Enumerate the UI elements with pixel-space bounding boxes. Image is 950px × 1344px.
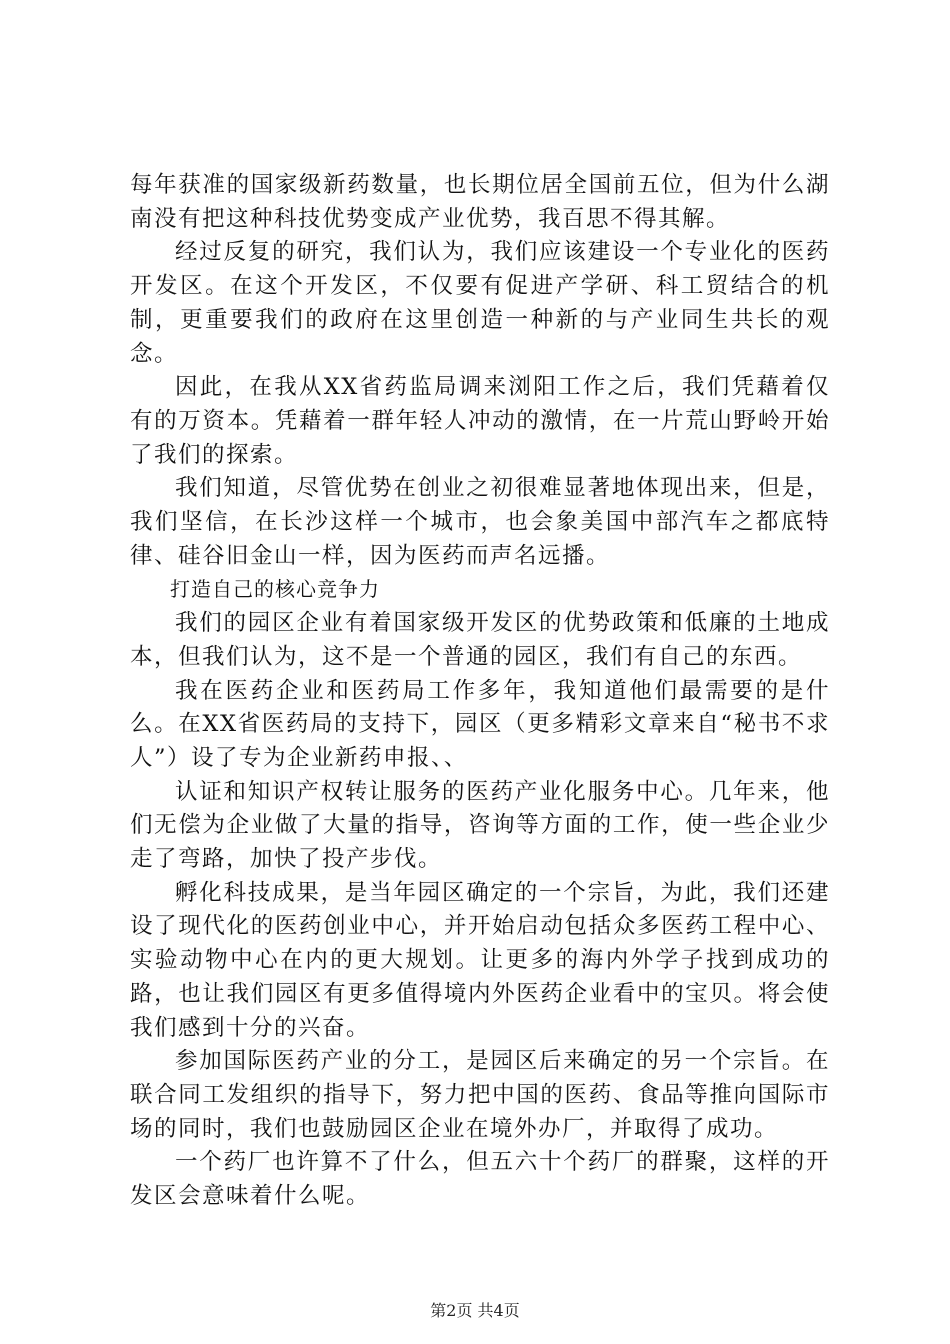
paragraph-3: 因此，在我从XX省药监局调来浏阳工作之后，我们凭藉着仅有的万资本。凭藉着一群年轻人冲动的激情，在一片荒山野岭开始了我们的探索。 — [130, 374, 830, 468]
document-body — [130, 169, 830, 1214]
paragraph-9: 参加国际医药产业的分工，是园区后来确定的另一个宗旨。在联合同工发组织的指导下，努力把中国的医药、食品等推向国际市场的同时，我们也鼓励园区企业在境外办厂，并取得了成功。 — [130, 1048, 830, 1142]
paragraph-6: 我在医药企业和医药局工作多年，我知道他们最需要的是什么。在XX省医药局的支持下，园区（更多精彩文章来自“秘书不求人”）设了专为企业新药申报、、 — [130, 677, 830, 771]
paragraph-7: 认证和知识产权转让服务的医药产业化服务中心。几年来，他们无偿为企业做了大量的指导，咨询等方面的工作，使一些企业少走了弯路，加快了投产步伐。 — [130, 778, 830, 873]
paragraph-4: 我们知道，尽管优势在创业之初很难显著地体现出来，但是，我们坚信，在长沙这样一个城市，也会象美国中部汽车之都底特律、硅谷旧金山一样，因为医药而声名远播。 — [130, 475, 830, 569]
paragraph-1: 每年获准的国家级新药数量，也长期位居全国前五位，但为什么湖南没有把这种科技优势变成产业优势，我百思不得其解。 — [130, 172, 830, 232]
page-number-footer: 第2页 共4页 — [430, 1301, 520, 1320]
paragraph-5: 我们的园区企业有着国家级开发区的优势政策和低廉的土地成本，但我们认为，这不是一个普通的园区，我们有自己的东西。 — [130, 610, 830, 670]
paragraph-10: 一个药厂也许算不了什么，但五六十个药厂的群聚，这样的开发区会意味着什么呢。 — [130, 1149, 830, 1210]
section-heading: 打造自己的核心竞争力 — [170, 577, 380, 602]
paragraph-8: 孵化科技成果，是当年园区确定的一个宗旨，为此，我们还建设了现代化的医药创业中心，并开始启动包括众多医药工程中心、实验动物中心在内的更大规划。让更多的海内外学子找到成功的路，也让我们园区有更多值得境内外医药企业看中的宝贝。将会使我们感到十分的兴奋。 — [130, 879, 830, 1041]
paragraph-2: 经过反复的研究，我们认为，我们应该建设一个专业化的医药开发区。在这个开发区，不仅要有促进产学研、科工贸结合的机制，更重要我们的政府在这里创造一种新的与产业同生共长的观念。 — [130, 239, 830, 367]
